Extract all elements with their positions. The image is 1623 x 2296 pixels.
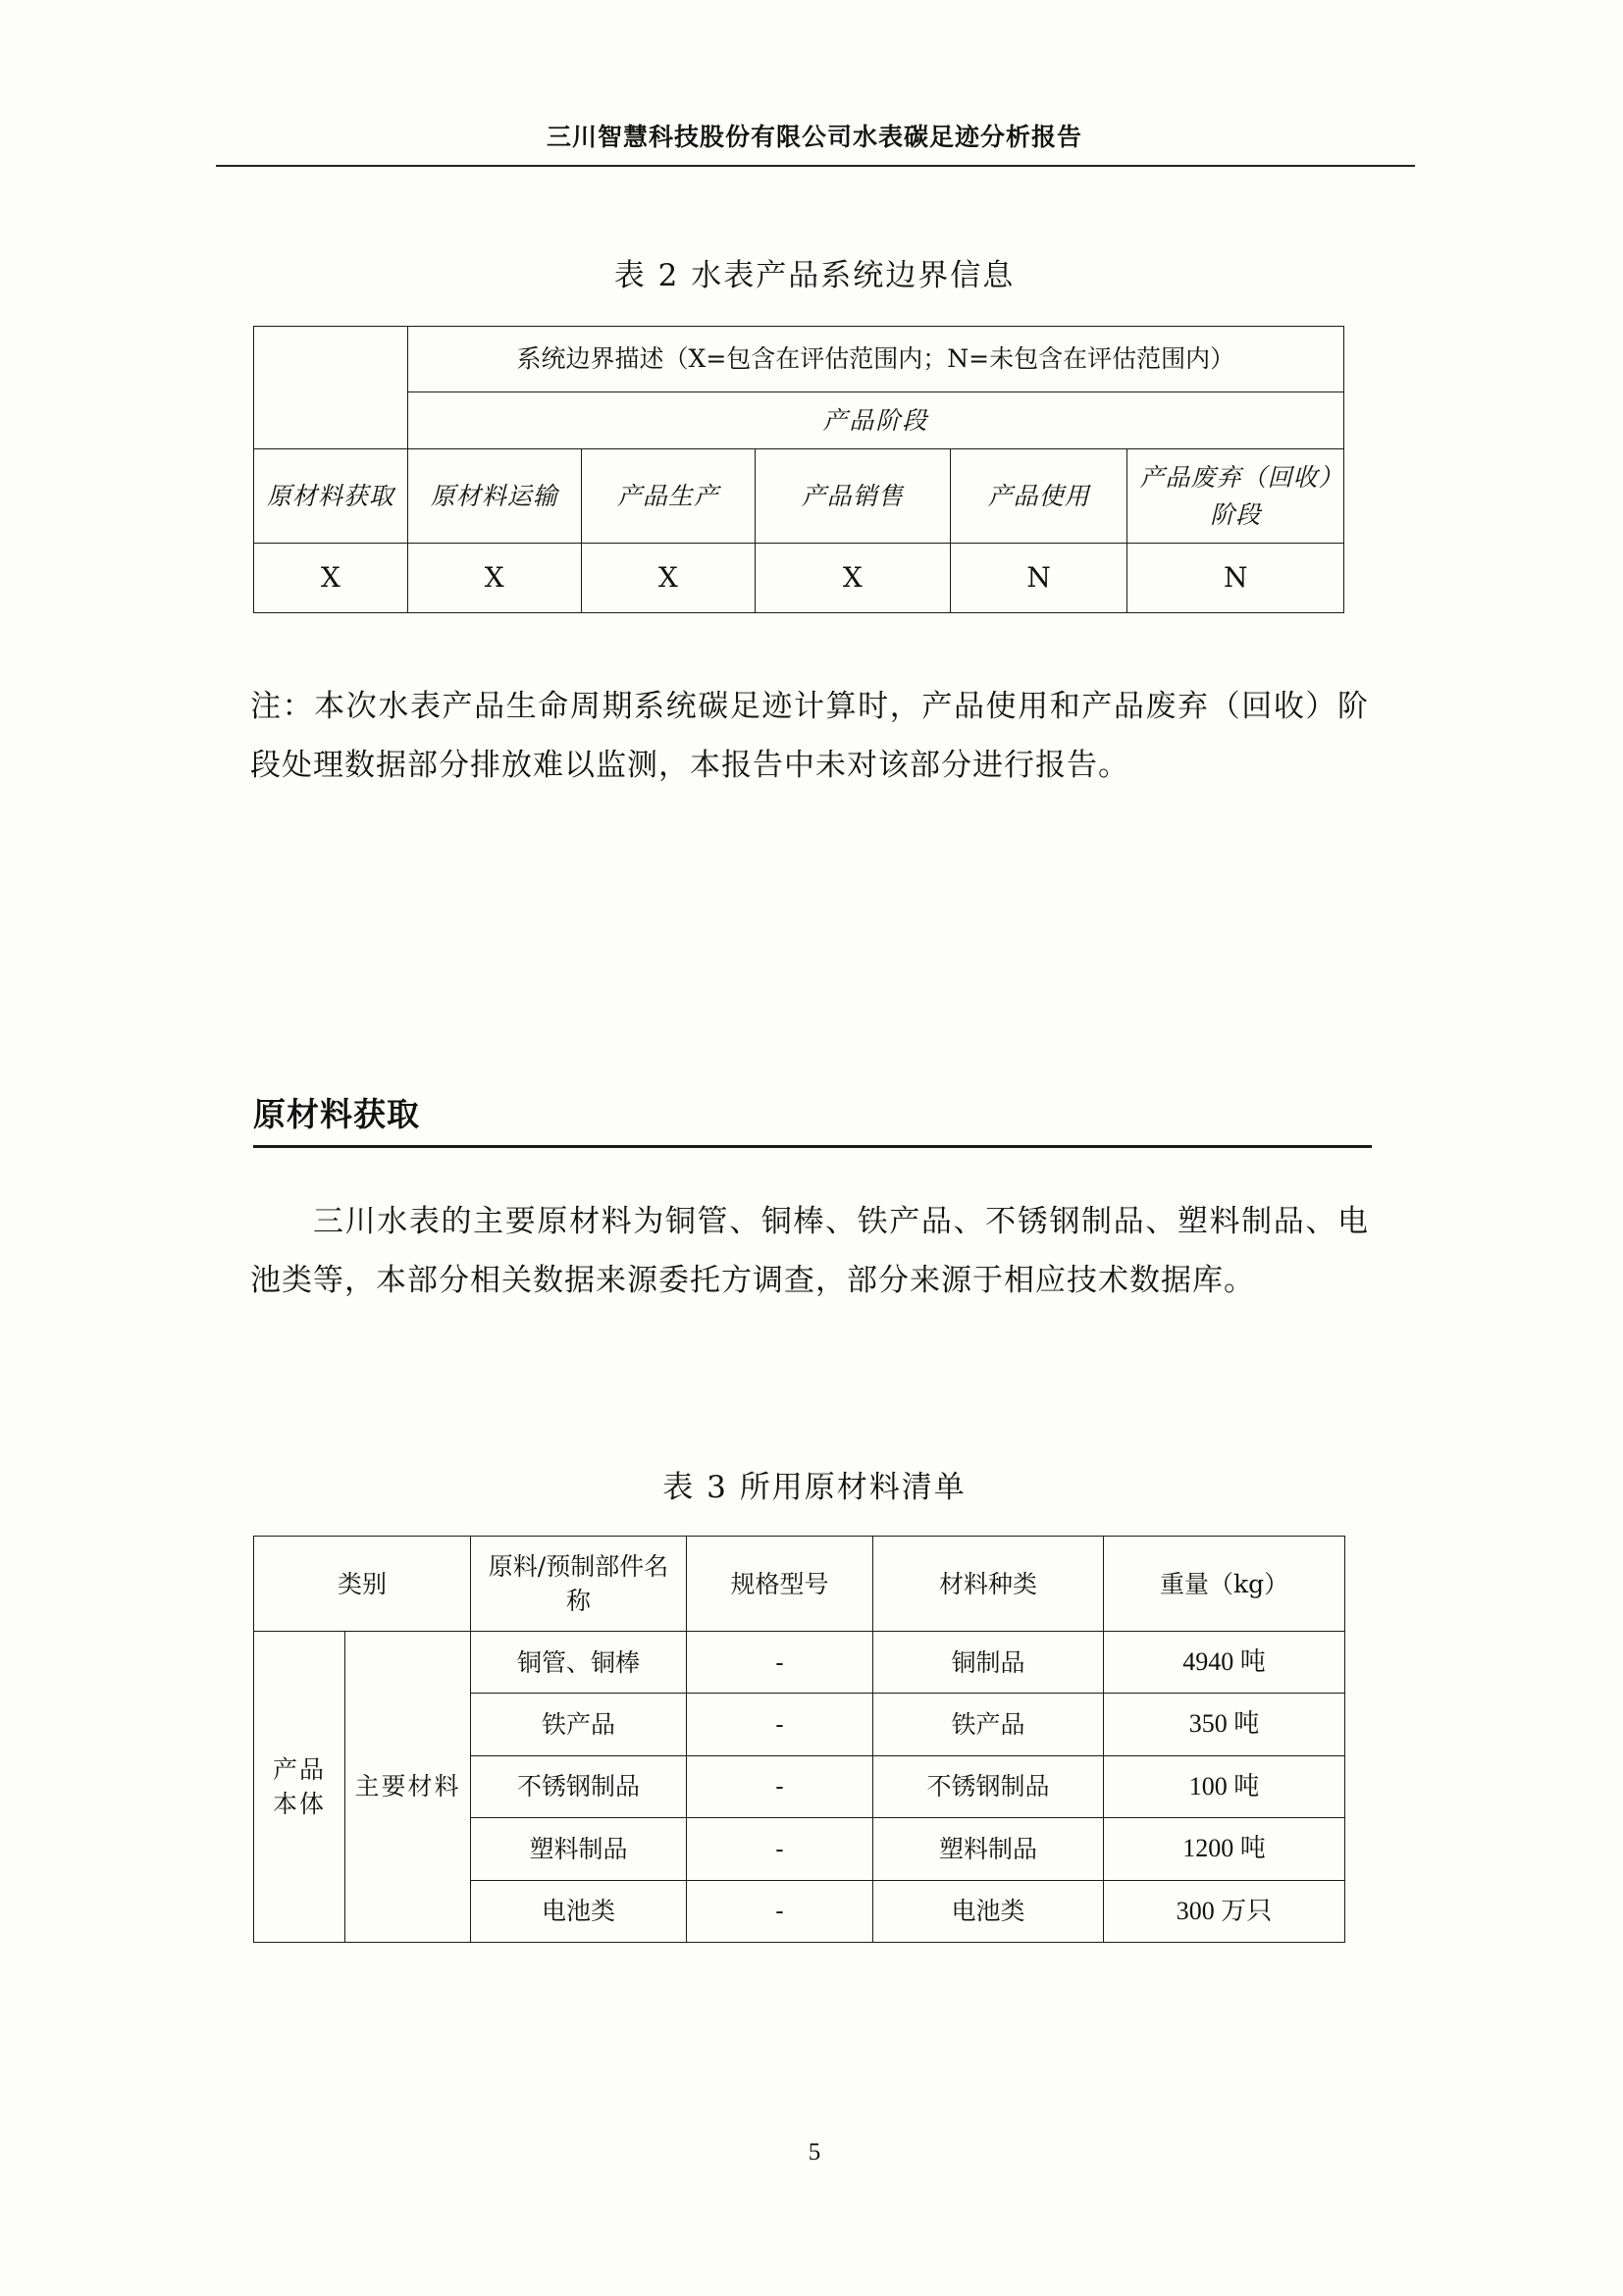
- table-row: [254, 391, 1344, 449]
- table3-group-product-body: 产品本体: [254, 1632, 345, 1943]
- table2: [253, 326, 1344, 613]
- page-content: [250, 0, 1379, 2296]
- table3-header-material: 材料种类: [873, 1537, 1104, 1632]
- table3-block: [250, 1462, 1379, 1943]
- table3: [253, 1536, 1345, 1943]
- table3-cell-material: 铜制品: [873, 1632, 1104, 1694]
- table-row: [254, 544, 1344, 613]
- table3-cell-weight: 100 吨: [1104, 1755, 1345, 1817]
- running-header: 三川智慧科技股份有限公司水表碳足迹分析报告: [546, 123, 1082, 151]
- table2-value-3: X: [755, 544, 950, 613]
- table2-value-1: X: [407, 544, 581, 613]
- table2-col-header-2: 产品生产: [581, 449, 755, 544]
- table3-header-spec: 规格型号: [687, 1537, 873, 1632]
- page-number: 5: [808, 2139, 821, 2166]
- table3-cell-material: 电池类: [873, 1880, 1104, 1942]
- table3-cell-material: 塑料制品: [873, 1818, 1104, 1880]
- section-paragraph: 三川水表的主要原材料为铜管、铜棒、铁产品、不锈钢制品、塑料制品、电池类等，本部分相关数据来源委托方调查，部分来源于相应技术数据库。: [250, 1204, 1369, 1299]
- table3-cell-name: 铜管、铜棒: [471, 1632, 687, 1694]
- table2-col-header-4: 产品使用: [950, 449, 1127, 544]
- table2-note: 注：本次水表产品生命周期系统碳足迹计算时，产品使用和产品废弃（回收）阶段处理数据部分排放难以监测，本报告中未对该部分进行报告。: [250, 689, 1369, 784]
- table3-cell-weight: 4940 吨: [1104, 1632, 1345, 1694]
- table3-cell-spec: -: [687, 1755, 873, 1817]
- section-heading-raw-material: 原材料获取: [253, 1089, 1372, 1148]
- table2-stage-header: 产品阶段: [407, 391, 1343, 449]
- table3-header-weight: 重量（kg）: [1104, 1537, 1345, 1632]
- table2-value-0: X: [254, 544, 408, 613]
- table2-corner-cell: [254, 327, 408, 449]
- table2-block: [250, 250, 1379, 613]
- table3-cell-weight: 1200 吨: [1104, 1818, 1345, 1880]
- table3-caption: 表 3 所用原材料清单: [662, 1470, 967, 1505]
- table2-col-header-0: 原材料获取: [254, 449, 408, 544]
- table3-cell-name: 塑料制品: [471, 1818, 687, 1880]
- table2-value-5: N: [1127, 544, 1344, 613]
- table-row: [254, 327, 1344, 392]
- table3-cell-weight: 350 吨: [1104, 1694, 1345, 1755]
- table3-cell-name: 铁产品: [471, 1694, 687, 1755]
- table2-description-header: 系统边界描述（X=包含在评估范围内；N=未包含在评估范围内）: [407, 327, 1343, 392]
- table-header-row: [254, 1537, 1345, 1632]
- table-row: [254, 449, 1344, 544]
- table2-caption: 表 2 水表产品系统边界信息: [613, 258, 1016, 293]
- table3-cell-spec: -: [687, 1694, 873, 1755]
- header-divider: [216, 165, 1415, 167]
- table2-value-4: N: [950, 544, 1127, 613]
- table3-group-main-material: 主要材料: [345, 1632, 471, 1943]
- table3-header-name: 原料/预制部件名称: [471, 1537, 687, 1632]
- table3-cell-spec: -: [687, 1632, 873, 1694]
- table3-cell-weight: 300 万只: [1104, 1880, 1345, 1942]
- table3-cell-name: 不锈钢制品: [471, 1755, 687, 1817]
- table3-cell-material: 不锈钢制品: [873, 1755, 1104, 1817]
- table2-col-header-1: 原材料运输: [407, 449, 581, 544]
- table3-cell-spec: -: [687, 1818, 873, 1880]
- table2-value-2: X: [581, 544, 755, 613]
- table-row: [254, 1632, 1345, 1694]
- table3-cell-material: 铁产品: [873, 1694, 1104, 1755]
- table2-col-header-3: 产品销售: [755, 449, 950, 544]
- table3-cell-name: 电池类: [471, 1880, 687, 1942]
- table3-header-category: 类别: [254, 1537, 471, 1632]
- table2-col-header-5: 产品废弃（回收）阶段: [1127, 449, 1344, 544]
- table3-cell-spec: -: [687, 1880, 873, 1942]
